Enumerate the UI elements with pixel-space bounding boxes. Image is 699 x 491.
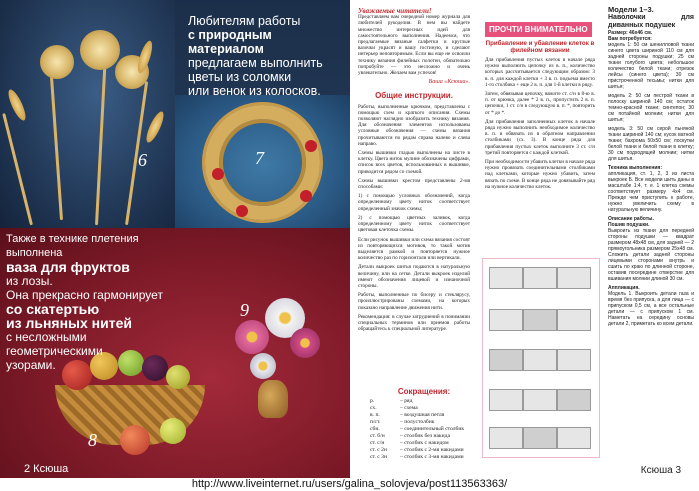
flower-vase bbox=[258, 380, 288, 418]
abbrev-key: ст. с/н bbox=[370, 440, 385, 446]
filet-diagrams bbox=[482, 258, 600, 458]
page-footer-left: 2 Ксюша bbox=[24, 463, 69, 475]
model-need-title: Вам потребуется: bbox=[608, 36, 652, 42]
abbrev-row bbox=[370, 398, 478, 405]
order-subtitle: Пошив подушки. bbox=[608, 222, 650, 228]
general-text: Рекомендация: в случае затруднений в понимании специальных терминов или приемов работы обращайтесь к специальной литературе. bbox=[358, 313, 470, 333]
vase-line: из льняных нитей bbox=[6, 315, 132, 331]
abbrev-key: сх. bbox=[370, 405, 377, 411]
intro-text bbox=[188, 14, 346, 98]
general-text: Если рисунок вышивки или схема вязания состоят из повторяющихся мотивов, то такой мотив выделяется рамкой и повторяется нужное количество раз по горизонтали или вертикали. bbox=[358, 236, 470, 262]
abbrev-value: – схема bbox=[400, 405, 418, 411]
model-need: модель 3: 50 см серой льняной ткани шириной 140 см; кусок ватной ткани; бахрома 50х50 см; лоскутки белой ткани и белой ткани в клетку; 30 см подходящей молнии; нитки для шитья. bbox=[608, 126, 694, 162]
general-text: Работы, выполненные по бисеру и стеклярусу, проиллюстрированы схемами, на которых показано направление движения нити. bbox=[358, 292, 470, 311]
greeting-body: Представляем вам очередной номер журнала для любителей рукоделия. В нем вы найдете множество интересных идей для самостоятельного выполнения. Надеемся, что предлагаемые вязаные салфетки и круглые вазочки украсят и вашу гостиную, и сделают интерьер неповторимым. Если вы еще не освоили технику вязания филейных полотен, обязательно попробуйте — это несложно и очень увлекательно. Желаем вам успехов! bbox=[358, 14, 470, 77]
abbrev-key: ст. б/н bbox=[370, 433, 385, 439]
read-text: Для прибавления пустых клеток в начале ряда нужно выполнить цепочку из в. п., количество которых рассчитывается следующим образом: 3 в. п. для каждой клетки + 3 в. п. подъема вместо 1-го столбика + еще 2 в. п. для 1-й клетки в ряду. bbox=[485, 57, 595, 88]
abbrev-value: – столбик с 3-мя накидами bbox=[400, 454, 464, 460]
read-carefully-tab: ПРОЧТИ ВНИМАТЕЛЬНО bbox=[485, 22, 592, 37]
order-title: Описание работы. bbox=[608, 216, 654, 222]
abbrev-row bbox=[370, 447, 478, 454]
tech-title: Техника выполнения: bbox=[608, 165, 663, 171]
model-size: Размер: 46х46 см. bbox=[608, 30, 653, 36]
abbreviations bbox=[370, 388, 478, 461]
abbrev-key: р. bbox=[370, 398, 375, 404]
general-title: Общие инструкции. bbox=[375, 91, 453, 101]
vase-line: ваза для фруктов bbox=[6, 259, 130, 275]
abbrev-row bbox=[370, 405, 478, 412]
photo-number: 6 bbox=[138, 150, 147, 170]
intro-line: или венок из колосков. bbox=[188, 84, 321, 98]
vase-line: с несложными bbox=[6, 330, 87, 344]
abbrev-key: ст. с 3н bbox=[370, 454, 387, 460]
abbrev-row bbox=[370, 433, 478, 440]
abbrev-key: п/ст. bbox=[370, 419, 381, 425]
vase-line: геометрическими bbox=[6, 344, 103, 358]
column-3 bbox=[608, 6, 694, 330]
intro-line: цветы из соломки bbox=[188, 70, 292, 84]
read-title: Прибавление и убавление клеток в филейном вязании bbox=[485, 40, 595, 54]
intro-line: Любителям работы bbox=[188, 14, 301, 28]
abbrev-key: ст. с 2н bbox=[370, 447, 387, 453]
greeting-title: Уважаемые читатели! bbox=[358, 7, 432, 15]
appl-title: Аппликация. bbox=[608, 285, 640, 291]
vase-line: Она прекрасно гармонирует bbox=[6, 288, 163, 302]
vase-line: со скатертью bbox=[6, 301, 100, 317]
model-subtitle: Наволочки для диванных подушек bbox=[608, 14, 694, 29]
abbrev-key: сбн. bbox=[370, 426, 380, 432]
photo-number: 7 bbox=[255, 148, 264, 168]
abbrev-key: в. п. bbox=[370, 412, 380, 418]
model-title: Модели 1–3. bbox=[608, 5, 654, 14]
abbrev-row bbox=[370, 419, 478, 426]
abbrev-value: – столбик без накида bbox=[400, 433, 450, 439]
intro-line: с природным материалом bbox=[188, 28, 272, 56]
abbrev-value: – столбик с накидом bbox=[400, 440, 449, 446]
straw-flowers-photo bbox=[0, 0, 175, 230]
abbrev-row bbox=[370, 440, 478, 447]
abbrev-row bbox=[370, 454, 478, 461]
page-footer-right: Ксюша 3 bbox=[640, 465, 681, 476]
appl-body: Модель 1. Выкроить детали газа и время без припуска, а для лица — с припуском 0,5 см, а все остальные детали — с припуском 1 см. Наметать на середину основы детали 2, приметать ко всем детали. bbox=[608, 291, 694, 327]
left-page bbox=[0, 0, 350, 478]
vase-line: узорами. bbox=[6, 358, 56, 372]
right-page bbox=[350, 0, 699, 478]
abbrev-value: – соединительный столбик bbox=[400, 426, 465, 432]
read-text: Затем, обвязывая цепочку, вяжите ст. с/н в 8-ю в. п. от крючка, далее * 2 в. п., пропустить 2 в. п. цепочки, 1 ст. с/н в следующую в. п. *, повторить от * до *. bbox=[485, 91, 595, 116]
general-text: Работы, выполненные крючком, представлены с помощью схем и краткого описания. Схемы позволяют наглядно изобразить технику вязания. Для обозначения элементов использованы условные обозначения — схемы вязания прочитываются по рядам справа налево и слева направо. bbox=[358, 103, 470, 147]
read-text: Для прибавления заполненных клеток в начале ряда нужно выполнить необходимое количество в. п. и обвязать их в обратном направлении столбиками (сх. 3). В конце ряда для прибавления пустых клеток выполните 3 ст. с/н третий повторяется с каждой клеткой. bbox=[485, 118, 595, 156]
read-text: При необходимости убавить клетки в начале ряда нужно провязать соединительными столбиками над клетками, которые нужно убавить, затем вязать по схеме. В конце ряда не довязывайте ряд на нужное количество клеток. bbox=[485, 159, 596, 190]
column-2 bbox=[485, 40, 595, 193]
abbrev-list bbox=[370, 398, 478, 461]
vase-line: Также в технике плетения выполнена bbox=[6, 233, 139, 259]
abbrev-value: – столбик с 2-мя накидами bbox=[400, 447, 464, 453]
vase-description bbox=[6, 232, 181, 372]
photo-number: 8 bbox=[88, 430, 97, 450]
greeting-signature: Ваша «Ксюша». bbox=[428, 79, 470, 86]
model-need: модель 2: 50 см пестрой ткани в полоску шириной 140 см; остаток темно-красной ткани; синтепон; 30 см потайной молнии; нитки для шитья; bbox=[608, 93, 694, 123]
abbrev-row bbox=[370, 426, 478, 433]
abbrev-value: – ряд bbox=[400, 398, 413, 404]
tech-body: аппликация, ст. 1, 2, 3 из листа выкроек Б. Все модели шить даны в масштабе 1:4, т. е. 1 клетка схемы соответствует размеру 4х4 см. Прежде чем приступить к работе, нужно увеличить схему в натуральную величину. bbox=[608, 171, 694, 213]
general-text: Детали выкроек шитья подаются в натуральную величину, или на сетке. Детали выкроек изделий имеют обозначения лицевой и изнаночной стороны. bbox=[358, 264, 470, 289]
model-need: модель 1: 50 см шенилловой ткани синего цвета шириной 110 см для задней стороны подушки; 25 см ткани голубого цвета; небольшое количество белой ткани; отрезок лейсы (синего цвета); 30 см пристроченной тесьмы; нитки для шитья; bbox=[608, 42, 694, 90]
abbrev-value: – полустолбик bbox=[400, 419, 435, 425]
abbrev-title: Сокращения: bbox=[397, 387, 451, 396]
abbrev-row bbox=[370, 412, 478, 419]
general-text: Схемы вышивки крестом представлены 2-мя способами: bbox=[358, 177, 470, 191]
general-text: Схемы вышивки гладью выполнены на листе в клетку. Цвета ниток мулине обозначены цифрами, список всех цветов, использованных в вышивке, приводится рядом со схемой. bbox=[358, 150, 470, 175]
source-url: http://www.liveinternet.ru/users/galina_solovjeva/post113563363/ bbox=[0, 478, 699, 491]
general-text: 2) с помощью цветных заливок, когда определенному цвету ниток соответствует цветовая клеточка схемы. bbox=[358, 214, 470, 234]
column-1 bbox=[358, 8, 470, 335]
vase-line: из лозы. bbox=[6, 274, 53, 288]
photo-number: 9 bbox=[240, 300, 249, 320]
abbrev-value: – воздушная петля bbox=[400, 412, 445, 418]
general-text: 1) с помощью условных обозначений, когда определенному цвету ниток соответствует определенный значок схемы; bbox=[358, 193, 470, 212]
intro-line: предлагаем выполнить bbox=[188, 56, 323, 70]
order-body: Выкроить из ткани для передней стороны подушки — квадрат размером 48х48 см, для задней — 2 прямоугольника размером 25х48 см. Сложить детали задней стороны лицевыми сторонами внутрь и сшить по краю по длинной стороне, оставив посередине отверстие для вшивания молнии длиной 30 см. bbox=[608, 228, 694, 282]
